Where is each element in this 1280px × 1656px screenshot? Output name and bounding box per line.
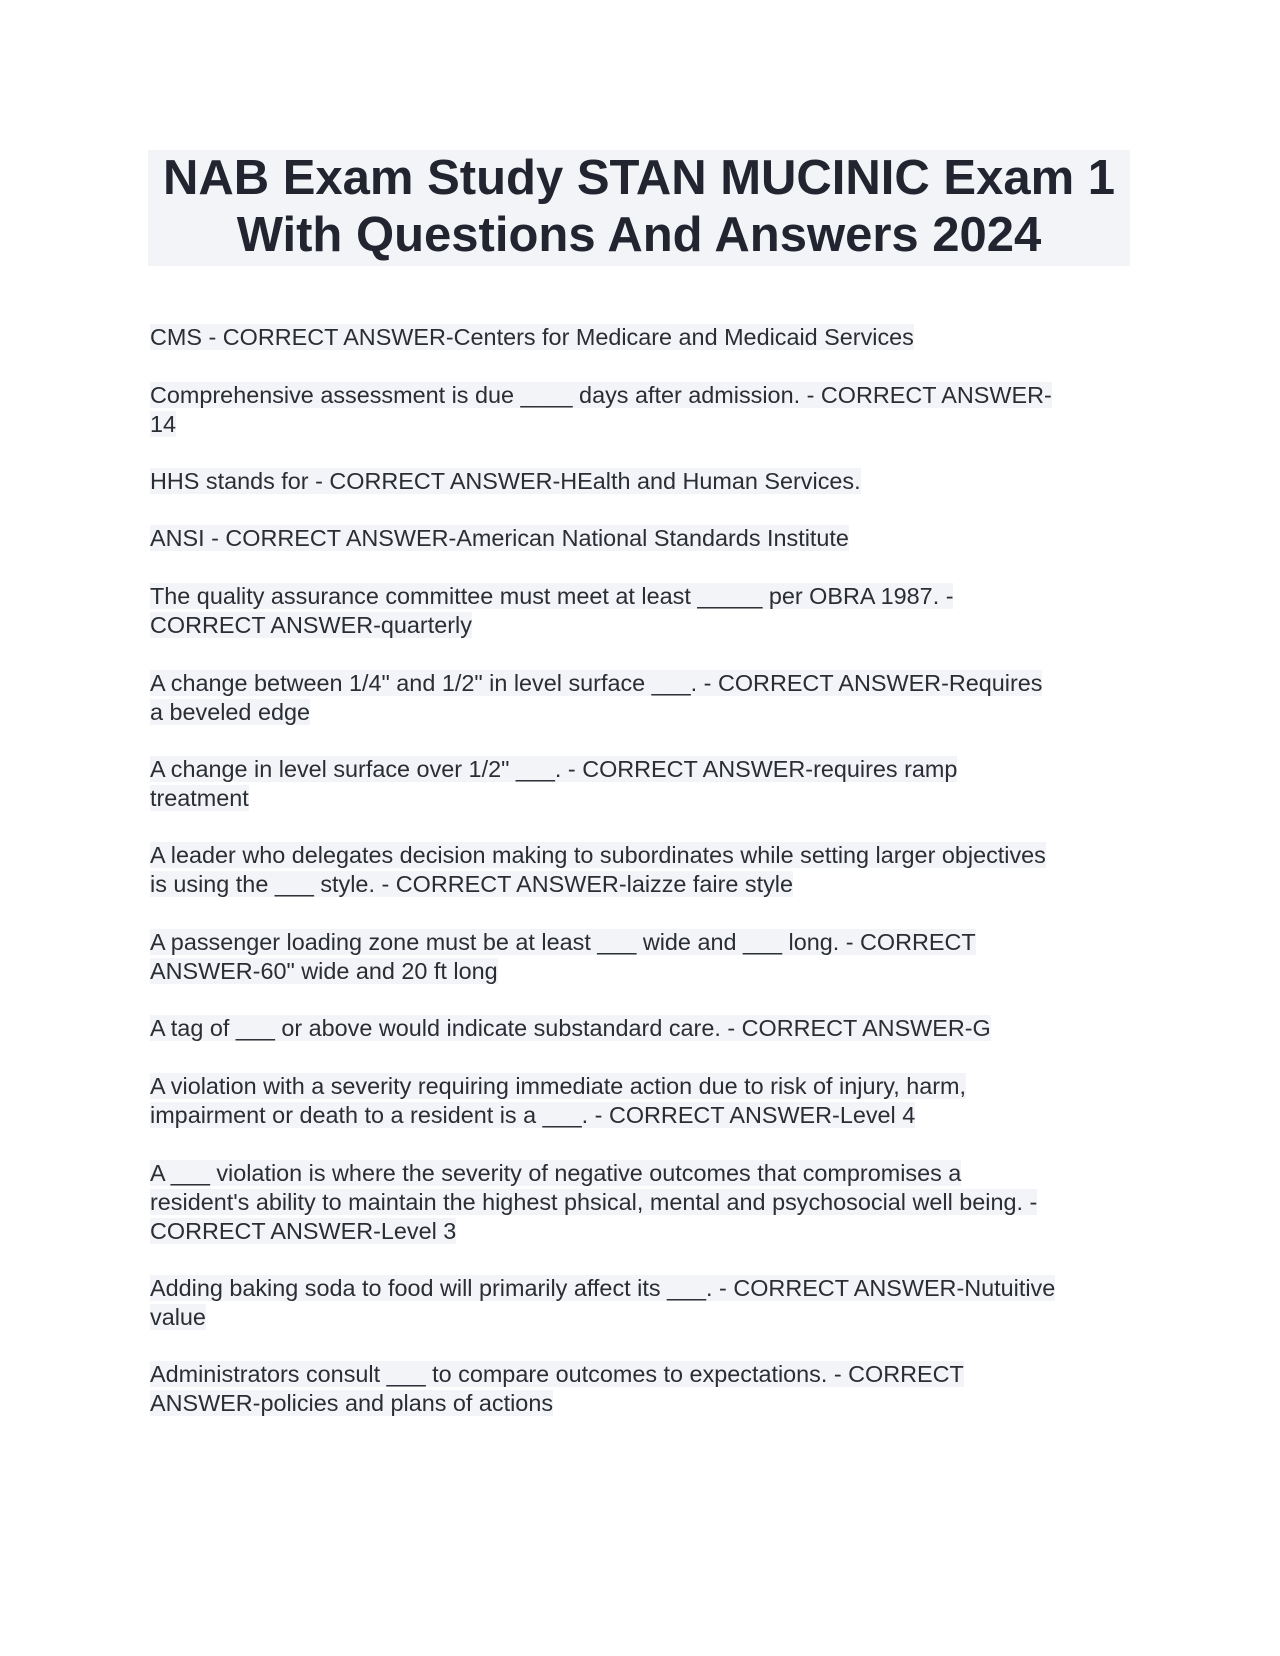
qa-line: a beveled edge: [150, 699, 310, 725]
qa-line: ANSWER-60" wide and 20 ft long: [150, 958, 498, 984]
qa-line: resident's ability to maintain the highest phsical, mental and psychosocial well being. -: [150, 1189, 1038, 1215]
qa-line: impairment or death to a resident is a ___. - CORRECT ANSWER-Level 4: [150, 1102, 916, 1128]
qa-line: ANSWER-policies and plans of actions: [150, 1390, 554, 1416]
document-title: [148, 150, 1130, 266]
qa-line: A change between 1/4" and 1/2" in level surface ___. - CORRECT ANSWER-Requires: [150, 670, 1043, 696]
qa-line: HHS stands for - CORRECT ANSWER-HEalth and Human Services.: [150, 468, 861, 494]
qa-line: CMS - CORRECT ANSWER-Centers for Medicare and Medicaid Services: [150, 324, 914, 350]
qa-entry-tag-substandard: [150, 1014, 1130, 1043]
qa-line: A leader who delegates decision making to subordinates while setting larger objectives: [150, 842, 1046, 868]
qa-entry-level-4: [150, 1072, 1130, 1130]
qa-line: 14: [150, 411, 177, 437]
qa-entry-baking-soda: [150, 1274, 1130, 1332]
qa-entry-level-change-bevel: [150, 669, 1130, 727]
qa-line: Adding baking soda to food will primarily affect its ___. - CORRECT ANSWER-Nutuitive: [150, 1275, 1056, 1301]
qa-line: is using the ___ style. - CORRECT ANSWER-laizze faire style: [150, 871, 794, 897]
qa-entry-ansi: [150, 524, 1130, 553]
qa-line: The quality assurance committee must meet at least _____ per OBRA 1987. -: [150, 583, 954, 609]
qa-line: A ___ violation is where the severity of negative outcomes that compromises a: [150, 1160, 962, 1186]
qa-line: CORRECT ANSWER-Level 3: [150, 1218, 457, 1244]
qa-line: Comprehensive assessment is due ____ days after admission. - CORRECT ANSWER-: [150, 382, 1052, 408]
qa-entry-level-change-ramp: [150, 755, 1130, 813]
title-line-1: NAB Exam Study STAN MUCINIC Exam 1: [162, 151, 1116, 205]
qa-entry-leader-style: [150, 841, 1130, 899]
qa-line: treatment: [150, 785, 249, 811]
qa-entry-quality-assurance: [150, 582, 1130, 640]
qa-line: A change in level surface over 1/2" ___. - CORRECT ANSWER-requires ramp: [150, 756, 958, 782]
title-line-2: With Questions And Answers 2024: [236, 208, 1042, 262]
qa-line: CORRECT ANSWER-quarterly: [150, 612, 472, 638]
qa-entry-level-3: [150, 1159, 1130, 1246]
qa-line: Administrators consult ___ to compare outcomes to expectations. - CORRECT: [150, 1361, 964, 1387]
qa-line: A tag of ___ or above would indicate substandard care. - CORRECT ANSWER-G: [150, 1015, 991, 1041]
qa-entry-hhs: [150, 467, 1130, 496]
qa-entry-administrators-consult: [150, 1360, 1130, 1418]
qa-line: value: [150, 1304, 206, 1330]
qa-entry-passenger-zone: [150, 928, 1130, 986]
qa-entry-comprehensive-assessment: [150, 381, 1130, 439]
qa-entry-cms: [150, 323, 1130, 352]
qa-line: A violation with a severity requiring immediate action due to risk of injury, harm,: [150, 1073, 966, 1099]
qa-line: A passenger loading zone must be at least ___ wide and ___ long. - CORRECT: [150, 929, 976, 955]
qa-line: ANSI - CORRECT ANSWER-American National Standards Institute: [150, 525, 849, 551]
